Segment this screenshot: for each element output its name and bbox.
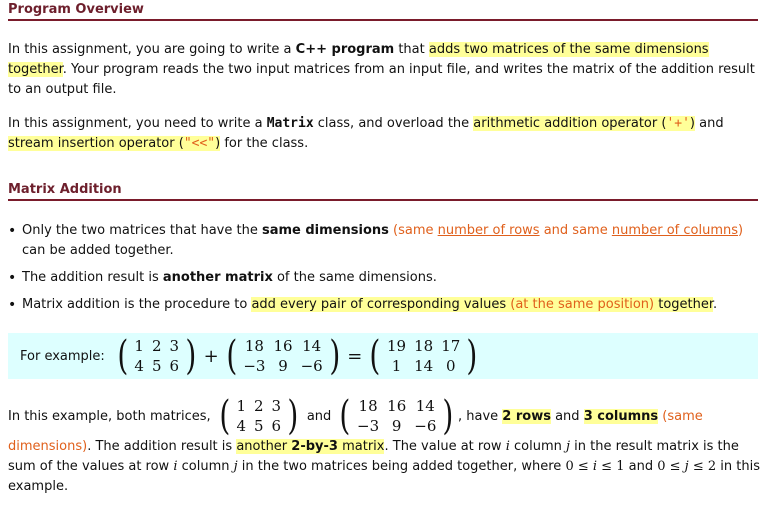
example-label: For example: — [20, 348, 105, 364]
matrix-cell: 3 — [169, 336, 180, 355]
overview-paragraph-1 — [8, 40, 760, 100]
text: . The addition result is — [87, 439, 237, 454]
highlight-3-columns: 3 columns — [583, 408, 659, 424]
matrix-cell: 18 — [358, 396, 378, 415]
matrix-cell: 19 — [387, 336, 407, 355]
text: and — [302, 408, 336, 424]
paren-left: ( — [339, 393, 351, 439]
bullet-2 — [8, 268, 760, 288]
overview-paragraph-2 — [8, 114, 760, 154]
orange-same: (same — [658, 408, 703, 424]
example-box — [8, 333, 758, 379]
matrix-c — [367, 333, 480, 379]
text-bold: same dimensions — [261, 223, 389, 238]
matrix-row — [239, 336, 326, 356]
text: for the class. — [220, 136, 309, 151]
matrix-row — [232, 416, 285, 436]
matrix-row — [383, 356, 464, 376]
text: In this assignment, you are going to write a — [8, 42, 296, 57]
text: in the result matrix is the sum of the values at row — [8, 439, 739, 474]
highlight-2-rows: 2 rows — [502, 408, 551, 424]
text: in this example. — [8, 459, 760, 494]
matrix-cell: 4 — [134, 356, 144, 375]
explain-paragraph — [8, 437, 760, 497]
matrix-cell: 5 — [253, 416, 264, 435]
text: together — [654, 297, 714, 312]
explain-line-1 — [8, 393, 703, 439]
text: and — [695, 116, 724, 131]
bullet-3 — [8, 295, 760, 315]
paren-right: ) — [185, 333, 197, 379]
matrix-cell: 5 — [151, 356, 162, 375]
underlined-columns: number of columns — [611, 223, 739, 238]
text: matrix — [337, 439, 385, 454]
matrix-cell: 0 — [445, 356, 456, 375]
matrix-cell: −3 — [243, 356, 266, 375]
text: in the two matrices being added together, where — [237, 459, 566, 474]
text: In this assignment, you need to write a — [8, 116, 267, 131]
var-j: j — [233, 459, 238, 474]
paren-left: ( — [117, 333, 129, 379]
matrix-cell: 18 — [414, 336, 434, 355]
text-bold: 2-by-3 — [291, 439, 338, 454]
text: arithmetic addition operator ( — [473, 116, 667, 131]
matrix-b — [224, 333, 343, 379]
text: and same — [539, 223, 612, 238]
bullet-1 — [8, 221, 760, 261]
text: In this example, both matrices, — [8, 408, 215, 424]
matrix-cell: 6 — [169, 356, 180, 375]
underlined-rows: number of rows — [437, 223, 540, 238]
matrix-cell: 16 — [273, 336, 293, 355]
matrix-cell: −6 — [414, 416, 437, 435]
matrix-cell: 9 — [278, 356, 288, 375]
matrix-row — [130, 356, 183, 376]
matrix-row — [353, 396, 440, 416]
ineq-part: 0 ≤ — [565, 459, 593, 474]
text: . The value at row — [384, 439, 506, 454]
matrix-cell: 1 — [391, 356, 402, 375]
text: add every pair of corresponding values — [251, 297, 511, 312]
text: Only the two matrices that have the — [22, 223, 262, 238]
matrix-row — [353, 416, 440, 436]
text: ) — [738, 223, 744, 238]
matrix-cell: −3 — [357, 416, 380, 435]
var-i: i — [505, 439, 510, 454]
matrix-cell: 14 — [414, 356, 434, 375]
matrix-cell: 18 — [244, 336, 264, 355]
matrix-cell: 1 — [134, 336, 144, 355]
paren-left: ( — [226, 333, 238, 379]
text-bold: another matrix — [162, 270, 273, 285]
highlight-stream-op — [8, 136, 220, 151]
text: that — [394, 42, 429, 57]
matrix-row — [383, 336, 464, 356]
var-i: i — [592, 459, 598, 474]
orange-note: (at the same position) — [510, 297, 655, 312]
text: Matrix addition is the procedure to — [22, 297, 252, 312]
var-j: j — [565, 439, 571, 454]
equals-sign: = — [347, 345, 363, 367]
plus-sign: + — [203, 345, 219, 367]
text: The addition result is — [22, 270, 163, 285]
paren-left: ( — [369, 333, 381, 379]
ineq-part: 0 ≤ — [657, 459, 685, 474]
ineq-part: ≤ 1 — [597, 459, 625, 474]
text-bold: C++ program — [295, 42, 395, 57]
matrix-cell: 2 — [151, 336, 162, 355]
matrix-cell: 1 — [236, 396, 246, 415]
text: . — [713, 297, 718, 312]
text: and — [624, 459, 658, 474]
highlight: adds two matrices of the same dimensions together — [8, 42, 709, 77]
paren-left: ( — [219, 393, 231, 439]
text: can be added together. — [22, 243, 174, 258]
matrix-a — [115, 333, 199, 379]
matrix-cell: 14 — [302, 336, 322, 355]
text: column — [177, 459, 234, 474]
matrix-b-inline — [337, 393, 456, 439]
matrix-cell: 14 — [415, 396, 435, 415]
matrix-cell: 6 — [271, 416, 282, 435]
matrix-cell: 16 — [387, 396, 407, 415]
heading-matrix-addition: Matrix Addition — [8, 182, 758, 201]
text: (same — [388, 223, 438, 238]
matrix-cell: 3 — [271, 396, 282, 415]
paren-right: ) — [329, 333, 340, 379]
matrix-row — [239, 356, 326, 376]
paren-right: ) — [466, 333, 478, 379]
text: stream insertion operator ( — [8, 136, 184, 151]
code-insert: "<<" — [183, 136, 216, 151]
ineq-part: ≤ 2 — [688, 459, 717, 474]
heading-program-overview: Program Overview — [8, 2, 758, 21]
matrix-cell: 2 — [253, 396, 264, 415]
highlight-add-pairs — [251, 297, 713, 312]
matrix-cell: 17 — [441, 336, 461, 355]
matrix-cell: 9 — [391, 416, 402, 435]
text: and — [550, 408, 584, 424]
bullet-list — [8, 221, 760, 322]
highlight-another-matrix — [236, 439, 384, 454]
code-plus: '+' — [666, 116, 690, 131]
matrix-row — [130, 336, 183, 356]
var-i: i — [173, 459, 178, 474]
matrix-a-inline — [217, 393, 301, 439]
text: of the same dimensions. — [272, 270, 437, 285]
text: ) — [215, 136, 221, 151]
orange-note — [389, 223, 743, 238]
paren-right: ) — [442, 393, 454, 439]
text: . Your program reads the two input matrices from an input file, and writes the matrix of the addition result to an output file. — [8, 62, 755, 97]
example-equation — [20, 333, 482, 379]
text: ) — [689, 116, 695, 131]
matrix-cell: 4 — [236, 416, 246, 435]
text: class, and overload the — [313, 116, 474, 131]
highlight-arith-op — [473, 116, 695, 131]
var-j: j — [684, 459, 689, 474]
text: column — [509, 439, 566, 454]
code-matrix: Matrix — [266, 116, 314, 131]
orange-dimensions: dimensions) — [8, 439, 88, 454]
matrix-cell: −6 — [300, 356, 323, 375]
text: another — [236, 439, 292, 454]
matrix-row — [232, 396, 285, 416]
text: , have — [457, 408, 503, 424]
paren-right: ) — [287, 393, 299, 439]
